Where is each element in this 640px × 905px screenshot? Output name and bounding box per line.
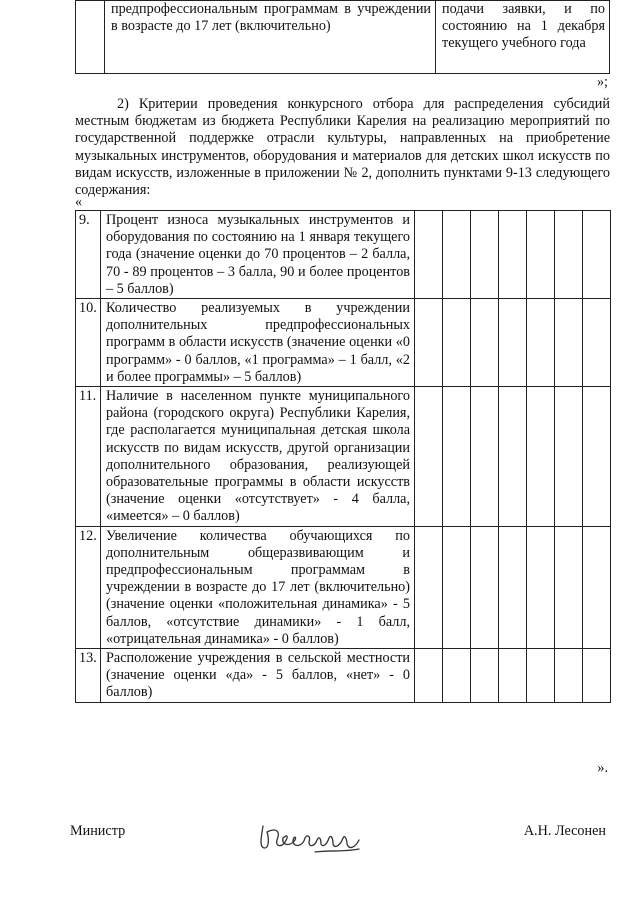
closing-quote-top: »;	[596, 74, 608, 90]
table-row	[76, 299, 611, 387]
criterion-text: Увеличение количества обучающихся по дополнительным общеразвивающим и предпрофессиональным программам в учреждении в возрасте до 17 лет (включительно) (значение оценки «положительная динамика» - 5 баллов, «отсутствие динамики» - 1 балл, «отрицательная динамика» - 0 баллов)	[101, 526, 415, 648]
amendment-paragraph: 2) Критерии проведения конкурсного отбора для распределения субсидий местным бюджетам из бюджета Республики Карелия на реализацию мероприятий по государственной поддержке отрасли культуры, направленных на приобретение музыкальных инструментов, оборудования и материалов для детских школ искусств по видам искусств, изложенные в приложении № 2, дополнить пунктами 9-13 следующего содержания:	[75, 96, 610, 199]
table-row	[76, 1, 610, 74]
criteria-table	[75, 210, 611, 703]
table-row	[76, 387, 611, 527]
row-number: 13.	[76, 649, 101, 703]
table-row	[76, 526, 611, 648]
handwritten-signature	[255, 818, 365, 858]
closing-quote-bottom: ».	[597, 760, 608, 776]
criterion-text: Процент износа музыкальных инструментов и оборудования по состоянию на 1 января текущего года (значение оценки до 70 процентов – 2 балла, 70 - 89 процентов – 3 балла, 90 и более процентов – 5 баллов)	[101, 211, 415, 299]
condition-cell	[436, 1, 610, 74]
row-number-cell	[76, 1, 105, 74]
table-row	[76, 211, 611, 299]
criterion-text: Наличие в населенном пункте муниципального района (городского округа) Республики Карелия, где располагается муниципальная детская школа искусств по видам искусств, другой организации дополнительного образования, реализующей образовательные программы в области искусств (значение оценки «отсутствует» - 4 балла, «имеется» – 0 баллов)	[101, 387, 415, 527]
criterion-text: Количество реализуемых в учреждении дополнительных предпрофессиональных программ в области искусств (значение оценки «0 программ» - 0 баллов, «1 программа» – 1 балл, «2 и более программы» – 5 баллов)	[101, 299, 415, 387]
signatory-name: А.Н. Лесонен	[523, 823, 606, 839]
row-number: 9.	[76, 211, 101, 299]
criteria-text: предпрофессиональным программам в учреждении в возрасте до 17 лет (включительно)	[111, 1, 431, 34]
signatory-position: Министр	[70, 823, 126, 839]
row-number: 12.	[76, 526, 101, 648]
criterion-text: Расположение учреждения в сельской местности (значение оценки «да» - 5 баллов, «нет» - 0 баллов)	[101, 649, 415, 703]
top-table-fragment	[75, 0, 610, 74]
row-number: 10.	[76, 299, 101, 387]
row-number: 11.	[76, 387, 101, 527]
opening-quote: «	[75, 194, 83, 210]
condition-text: подачи заявки, и по состоянию на 1 декабря текущего учебного года	[442, 1, 605, 51]
criteria-cell	[105, 1, 436, 74]
table-row	[76, 649, 611, 703]
